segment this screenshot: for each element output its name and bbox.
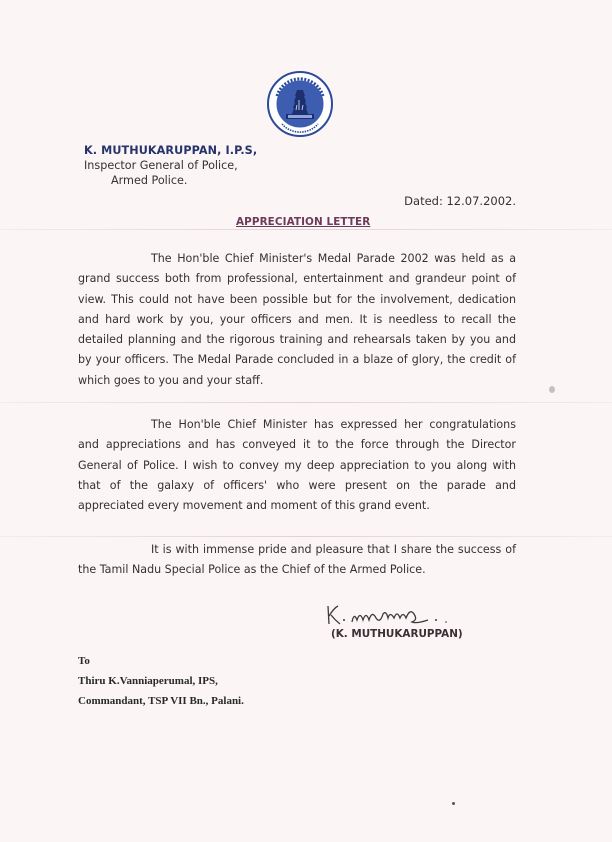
handwritten-signature-icon xyxy=(324,598,484,628)
letter-date: Dated: 12.07.2002. xyxy=(404,194,516,208)
paragraph-text: It is with immense pride and pleasure that I share the success of the Tamil Nadu Special Police as the Chief of the Armed Police. xyxy=(78,543,516,577)
sender-department: Armed Police. xyxy=(111,174,188,187)
signatory-name: (K. MUTHUKARUPPAN) xyxy=(331,628,463,640)
paragraph-text: The Hon'ble Chief Minister has expressed her congratulations and appreciations and has conveyed it to the force through the Director General of Police. I wish to convey my deep appreciation to you along with that of the galaxy of officers' who were present on the parade and appreciated every movement and moment of this grand event. xyxy=(78,418,516,513)
paper-fold-line xyxy=(0,536,612,537)
recipient-to-label: To xyxy=(78,655,90,667)
paper-fold-line xyxy=(0,229,612,230)
recipient-block xyxy=(78,651,244,711)
sender-block xyxy=(84,143,257,188)
recipient-designation: Commandant, TSP VII Bn., Palani. xyxy=(78,695,244,707)
paragraph-text: The Hon'ble Chief Minister's Medal Parade 2002 was held as a grand success both from professional, entertainment and grandeur point of view. This could not have been possible but for the involvement, dedication and hard work by you, your officers and men. It is needless to recall the detailed planning and the rigorous training and rehearsals taken by you and by your officers. The Medal Parade concluded in a blaze of glory, the credit of which goes to you and your staff. xyxy=(78,252,516,387)
paper-speck xyxy=(549,386,555,393)
letter-title: APPRECIATION LETTER xyxy=(236,216,371,228)
sender-name: K. MUTHUKARUPPAN, I.P.S, xyxy=(84,144,258,157)
sender-title: Inspector General of Police, xyxy=(84,159,238,172)
paper-fold-line xyxy=(0,402,612,403)
body-paragraph-1 xyxy=(78,249,516,391)
body-paragraph-2 xyxy=(78,415,516,516)
recipient-name: Thiru K.Vanniaperumal, IPS, xyxy=(78,675,218,687)
body-paragraph-3 xyxy=(78,540,516,581)
paper-speck xyxy=(452,802,455,805)
tamil-nadu-police-emblem-icon xyxy=(266,70,334,138)
